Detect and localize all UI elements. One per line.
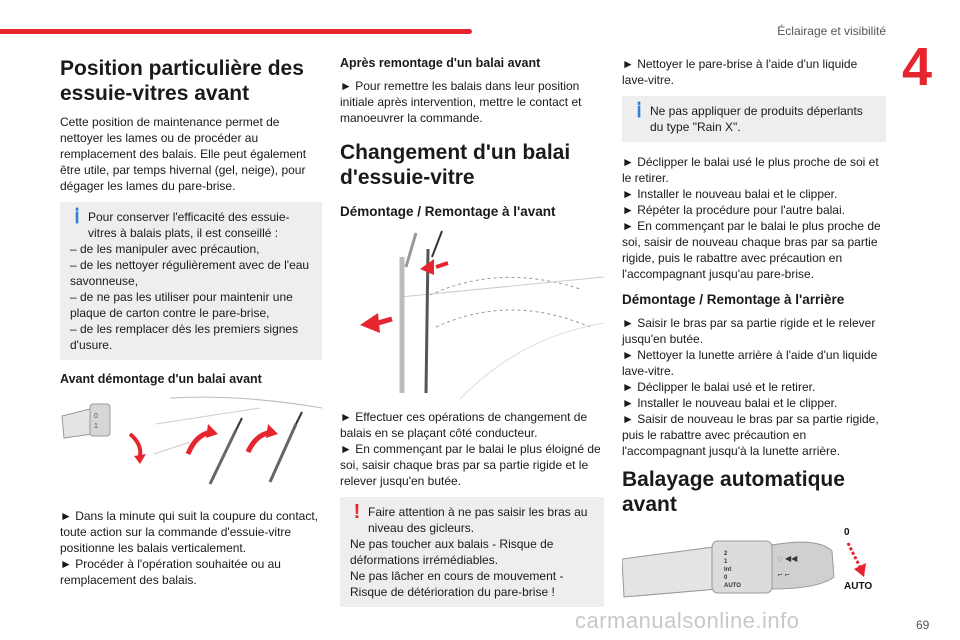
section-title-changing-blade: Changement d'un balai d'essuie-vitre [340, 141, 571, 189]
illustration-auto-wipe-stalk [622, 525, 886, 613]
stalk-mark: 0 [94, 413, 98, 420]
front-step: ► Déclipper le balai usé le plus proche de soi et le retirer. [622, 155, 879, 185]
rear-step: ► Déclipper le balai usé et le retirer. [622, 380, 816, 394]
chapter-number: 4 [902, 37, 933, 97]
subheading-after-refitting: Après remontage d'un balai avant [340, 56, 541, 70]
info-note-item: – de les remplacer dès les premiers signes d'usure. [70, 322, 299, 352]
rear-step: ► Nettoyer la lunette arrière à l'aide d'un liquide lave-vitre. [622, 348, 878, 378]
page-number: 69 [916, 618, 930, 632]
info-note-text: Ne pas appliquer de produits déperlants du type "Rain X". [650, 104, 863, 134]
info-note [60, 202, 322, 360]
rear-step: ► Installer le nouveau balai et le clipper. [622, 396, 838, 410]
section-title-maintenance-position: Position particulière des essuie-vitres avant [60, 57, 304, 105]
stalk-mark: AUTO [724, 583, 741, 589]
column-1 [60, 56, 322, 596]
info-note-lead: Pour conserver l'efficacité des essuie-vitres à balais plats, il est conseillé : [88, 210, 290, 240]
front-steps [622, 154, 886, 282]
front-step: ► Répéter la procédure pour l'autre balai. [622, 203, 845, 217]
subheading-rear-removal: Démontage / Remontage à l'arrière [622, 292, 845, 307]
info-note-item: – de les nettoyer régulièrement avec de l'eau savonneuse, [70, 258, 310, 288]
info-icon: ⅰ [74, 206, 80, 228]
rear-wiper-icon: ⌐ ⌐ [778, 570, 790, 579]
wash-icon: ◌ ◀◀ [778, 554, 798, 563]
stalk-mark: 1 [724, 559, 728, 565]
front-step: ► Installer le nouveau balai et le clipper. [622, 187, 838, 201]
chapter-title: Éclairage et visibilité [777, 24, 886, 38]
subheading-before-removal: Avant démontage d'un balai avant [60, 372, 262, 386]
header-accent-bar [0, 29, 472, 34]
step-proceed-replacement: ► Procéder à l'opération souhaitée ou au remplacement des balais. [60, 557, 281, 587]
stalk-mark: Int [724, 567, 732, 573]
step-restore-position: ► Pour remettre les balais dans leur position initiale après intervention, mettre le contact et manoeuvrer la commande. [340, 79, 582, 125]
section-title-auto-wipe: Balayage automatique avant [622, 468, 845, 516]
illustration-front-blade-raise [340, 227, 604, 399]
watermark: carmanualsonline.info [575, 608, 800, 633]
warning-icon: ! [353, 501, 361, 523]
rear-step: ► Saisir le bras par sa partie rigide et le relever jusqu'en butée. [622, 316, 876, 346]
info-note-rainx [622, 96, 886, 142]
step-raise-arms: ► En commençant par le balai le plus éloigné de soi, saisir chaque bras par sa partie rigide et le relever jusqu'en butée. [340, 442, 601, 488]
step-after-ignition-off: ► Dans la minute qui suit la coupure du contact, toute action sur la commande d'essuie-vitre positionne les balais verticalement. [60, 509, 319, 555]
info-note-item: – de les manipuler avec précaution, [70, 242, 260, 256]
illustration-wiper-stalk-windshield [60, 394, 322, 502]
info-icon: ⅰ [636, 100, 642, 122]
warning-note [340, 497, 604, 607]
warning-lead: Faire attention à ne pas saisir les bras au niveau des gicleurs. [368, 505, 588, 535]
stalk-mark: 2 [724, 551, 728, 557]
stalk-mark: 1 [94, 423, 98, 430]
position-auto-label: AUTO [844, 581, 873, 592]
rear-step: ► Saisir de nouveau le bras par sa partie rigide, puis le rabattre avec précaution en l'accompagnant jusqu'à la lunette arrière. [622, 412, 879, 458]
step-driver-side: ► Effectuer ces opérations de changement de balais en se plaçant côté conducteur. [340, 410, 588, 440]
rear-steps [622, 315, 886, 459]
step-clean-windshield: ► Nettoyer le pare-brise à l'aide d'un liquide lave-vitre. [622, 57, 858, 87]
column-2 [340, 56, 604, 619]
intro-paragraph: Cette position de maintenance permet de nettoyer les lames ou de procéder au remplacement des balais. Elle peut également être utile, par temps hivernal (gel, neige), pour dégager les lames du pare-brise. [60, 115, 307, 193]
warning-line: Ne pas lâcher en cours de mouvement - Risque de détérioration du pare-brise ! [350, 569, 564, 599]
front-step: ► En commençant par le balai le plus proche de soi, saisir de nouveau chaque bras par sa partie rigide, puis le rabattre avec précaution en l'accompagnant jusqu'au pare-brise. [622, 219, 881, 281]
column-3 [622, 56, 886, 613]
info-note-item: – de ne pas les utiliser pour maintenir une plaque de carton contre le pare-brise, [70, 290, 293, 320]
warning-line: Ne pas toucher aux balais - Risque de déformations irrémédiables. [350, 537, 554, 567]
subheading-front-removal: Démontage / Remontage à l'avant [340, 204, 556, 219]
stalk-mark: 0 [724, 575, 728, 581]
position-zero-label: 0 [844, 527, 850, 538]
